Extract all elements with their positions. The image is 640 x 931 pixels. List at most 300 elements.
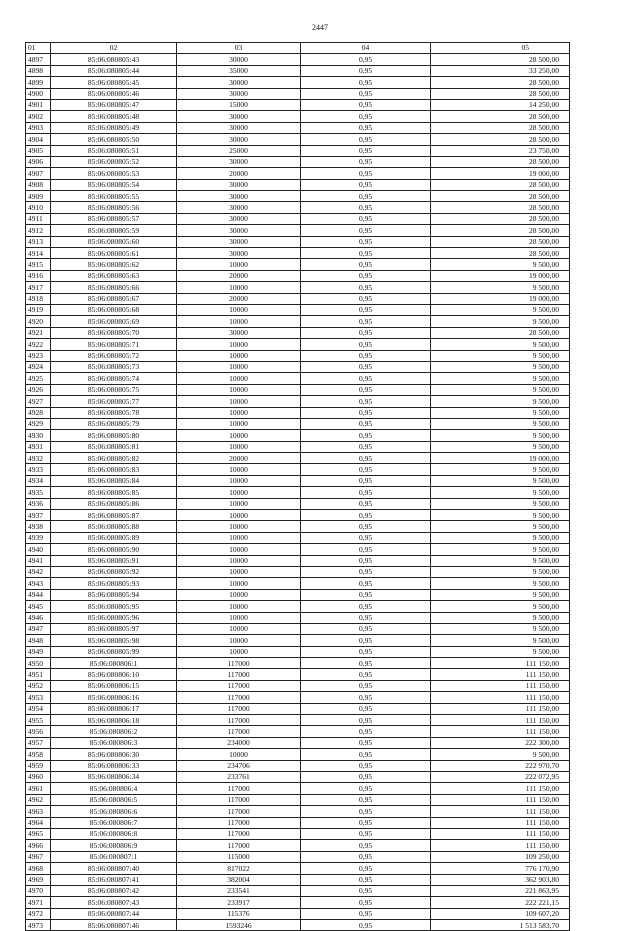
table-cell: 28 500,00 [431,248,570,259]
table-cell: 4952 [26,680,51,691]
table-cell: 19 000,00 [431,168,570,179]
table-cell: 0,95 [301,885,431,896]
table-row [26,601,570,612]
table-row [26,680,570,691]
table-cell: 85:06:080805:59 [51,225,177,236]
table-cell: 30000 [177,236,301,247]
table-cell: 85:06:080805:70 [51,327,177,338]
table-cell: 4968 [26,863,51,874]
table-cell: 10000 [177,623,301,634]
table-cell: 9 500,00 [431,475,570,486]
table-cell: 85:06:080805:62 [51,259,177,270]
column-header: 03 [177,43,301,54]
table-cell: 4949 [26,646,51,657]
table-cell: 85:06:080805:85 [51,487,177,498]
table-row [26,510,570,521]
table-cell: 10000 [177,487,301,498]
table-cell: 4967 [26,851,51,862]
table-row [26,498,570,509]
table-cell: 0,95 [301,464,431,475]
table-row [26,248,570,259]
table-cell: 9 500,00 [431,373,570,384]
table-cell: 4915 [26,259,51,270]
table-row [26,897,570,908]
table-cell: 4900 [26,88,51,99]
table-cell: 85:06:080805:83 [51,464,177,475]
table-cell: 117000 [177,669,301,680]
table-cell: 9 500,00 [431,384,570,395]
table-cell: 0,95 [301,134,431,145]
table-row [26,156,570,167]
table-cell: 85:06:080805:79 [51,418,177,429]
table-cell: 85:06:080805:68 [51,304,177,315]
table-cell: 0,95 [301,122,431,133]
table-cell: 1 513 583,70 [431,920,570,931]
table-cell: 4907 [26,168,51,179]
table-cell: 0,95 [301,316,431,327]
table-cell: 85:06:080805:43 [51,54,177,65]
table-row [26,646,570,657]
table-cell: 4957 [26,737,51,748]
table-cell: 4913 [26,236,51,247]
table-cell: 4902 [26,111,51,122]
table-cell: 85:06:080806:33 [51,760,177,771]
table-row [26,772,570,783]
table-cell: 85:06:080805:80 [51,430,177,441]
table-cell: 28 500,00 [431,225,570,236]
table-cell: 10000 [177,282,301,293]
table-cell: 0,95 [301,692,431,703]
table-row [26,874,570,885]
table-row [26,122,570,133]
table-cell: 4909 [26,191,51,202]
table-cell: 0,95 [301,293,431,304]
table-cell: 10000 [177,612,301,623]
table-cell: 4961 [26,783,51,794]
table-cell: 85:06:080806:34 [51,772,177,783]
table-cell: 117000 [177,794,301,805]
table-cell: 4958 [26,749,51,760]
table-row [26,737,570,748]
table-cell: 85:06:080807:40 [51,863,177,874]
table-cell: 0,95 [301,361,431,372]
table-cell: 10000 [177,601,301,612]
table-cell: 234706 [177,760,301,771]
table-cell: 85:06:080807:44 [51,908,177,919]
table-cell: 9 500,00 [431,510,570,521]
table-cell: 10000 [177,475,301,486]
table-cell: 0,95 [301,544,431,555]
table-cell: 9 500,00 [431,441,570,452]
table-row [26,418,570,429]
table-cell: 4904 [26,134,51,145]
table-cell: 0,95 [301,396,431,407]
table-cell: 0,95 [301,407,431,418]
table-cell: 28 500,00 [431,111,570,122]
table-cell: 85:06:080805:78 [51,407,177,418]
table-cell: 28 500,00 [431,191,570,202]
table-cell: 10000 [177,441,301,452]
table-cell: 4973 [26,920,51,931]
table-cell: 4932 [26,453,51,464]
table-cell: 28 500,00 [431,213,570,224]
table-cell: 28 500,00 [431,54,570,65]
table-cell: 85:06:080805:72 [51,350,177,361]
table-cell: 111 150,00 [431,817,570,828]
table-cell: 4933 [26,464,51,475]
table-cell: 4906 [26,156,51,167]
table-cell: 85:06:080805:77 [51,396,177,407]
table-cell: 19 000,00 [431,453,570,464]
table-cell: 4959 [26,760,51,771]
table-cell: 28 500,00 [431,88,570,99]
table-row [26,191,570,202]
table-cell: 85:06:080805:99 [51,646,177,657]
table-cell: 30000 [177,77,301,88]
table-cell: 30000 [177,134,301,145]
table-cell: 4917 [26,282,51,293]
table-cell: 85:06:080805:60 [51,236,177,247]
table-cell: 9 500,00 [431,259,570,270]
table-cell: 0,95 [301,874,431,885]
table-cell: 85:06:080806:6 [51,806,177,817]
table-cell: 776 170,90 [431,863,570,874]
table-row [26,726,570,737]
table-cell: 85:06:080807:46 [51,920,177,931]
table-cell: 28 500,00 [431,202,570,213]
table-cell: 85:06:080805:50 [51,134,177,145]
table-cell: 0,95 [301,430,431,441]
table-cell: 0,95 [301,589,431,600]
table-cell: 85:06:080805:98 [51,635,177,646]
table-row [26,384,570,395]
table-cell: 85:06:080805:52 [51,156,177,167]
table-cell: 20000 [177,293,301,304]
table-cell: 222 221,15 [431,897,570,908]
table-cell: 0,95 [301,373,431,384]
table-cell: 4928 [26,407,51,418]
table-row [26,225,570,236]
table-cell: 0,95 [301,384,431,395]
table-cell: 0,95 [301,806,431,817]
table-cell: 0,95 [301,669,431,680]
table-cell: 0,95 [301,737,431,748]
table-cell: 117000 [177,703,301,714]
table-cell: 85:06:080805:90 [51,544,177,555]
table-cell: 4920 [26,316,51,327]
table-cell: 85:06:080805:84 [51,475,177,486]
page-number: 2447 [312,23,328,32]
table-cell: 30000 [177,327,301,338]
table-row [26,339,570,350]
table-cell: 117000 [177,726,301,737]
table-cell: 4901 [26,99,51,110]
table-cell: 4946 [26,612,51,623]
table-cell: 111 150,00 [431,840,570,851]
table-cell: 4954 [26,703,51,714]
table-row [26,749,570,760]
table-cell: 0,95 [301,487,431,498]
table-cell: 4953 [26,692,51,703]
table-cell: 4898 [26,65,51,76]
table-cell: 10000 [177,350,301,361]
table-row [26,885,570,896]
table-cell: 30000 [177,88,301,99]
table-cell: 4935 [26,487,51,498]
table-cell: 85:06:080805:81 [51,441,177,452]
table-cell: 4921 [26,327,51,338]
table-row [26,293,570,304]
table-cell: 10000 [177,749,301,760]
table-cell: 9 500,00 [431,487,570,498]
table-cell: 4910 [26,202,51,213]
table-cell: 4948 [26,635,51,646]
column-header: 02 [51,43,177,54]
table-cell: 10000 [177,646,301,657]
table-cell: 30000 [177,156,301,167]
table-cell: 4945 [26,601,51,612]
table-cell: 4941 [26,555,51,566]
table-cell: 0,95 [301,715,431,726]
table-cell: 85:06:080806:17 [51,703,177,714]
table-cell: 85:06:080805:66 [51,282,177,293]
table-cell: 10000 [177,259,301,270]
table-cell: 20000 [177,270,301,281]
table-cell: 85:06:080807:43 [51,897,177,908]
table-cell: 0,95 [301,111,431,122]
table-cell: 85:06:080805:44 [51,65,177,76]
table-cell: 85:06:080806:5 [51,794,177,805]
table-cell: 4971 [26,897,51,908]
table-cell: 85:06:080805:48 [51,111,177,122]
table-cell: 111 150,00 [431,794,570,805]
table-cell: 0,95 [301,601,431,612]
table-cell: 4955 [26,715,51,726]
table-cell: 4922 [26,339,51,350]
table-row [26,920,570,931]
table-cell: 9 500,00 [431,498,570,509]
table-cell: 0,95 [301,566,431,577]
table-cell: 0,95 [301,270,431,281]
table-cell: 85:06:080805:88 [51,521,177,532]
table-row [26,430,570,441]
table-cell: 222 300,00 [431,737,570,748]
table-cell: 30000 [177,213,301,224]
table-cell: 10000 [177,464,301,475]
table-cell: 9 500,00 [431,282,570,293]
table-cell: 4899 [26,77,51,88]
table-cell: 85:06:080806:30 [51,749,177,760]
table-cell: 85:06:080805:47 [51,99,177,110]
table-cell: 33 250,00 [431,65,570,76]
table-cell: 85:06:080806:9 [51,840,177,851]
table-cell: 10000 [177,361,301,372]
table-cell: 111 150,00 [431,703,570,714]
table-cell: 85:06:080805:61 [51,248,177,259]
table-row [26,373,570,384]
table-cell: 233541 [177,885,301,896]
table-cell: 85:06:080805:97 [51,623,177,634]
table-cell: 85:06:080805:49 [51,122,177,133]
table-row [26,168,570,179]
table-row [26,202,570,213]
table-row [26,316,570,327]
table-cell: 85:06:080805:54 [51,179,177,190]
table-cell: 85:06:080805:89 [51,532,177,543]
table-cell: 10000 [177,532,301,543]
table-row [26,327,570,338]
table-cell: 117000 [177,828,301,839]
table-cell: 0,95 [301,65,431,76]
table-cell: 111 150,00 [431,783,570,794]
table-row [26,259,570,270]
table-cell: 10000 [177,396,301,407]
table-cell: 111 150,00 [431,658,570,669]
table-cell: 19 000,00 [431,293,570,304]
table-cell: 111 150,00 [431,828,570,839]
table-row [26,65,570,76]
table-cell: 10000 [177,384,301,395]
table-cell: 85:06:080805:87 [51,510,177,521]
table-row [26,703,570,714]
table-cell: 10000 [177,578,301,589]
table-cell: 85:06:080807:41 [51,874,177,885]
table-cell: 4965 [26,828,51,839]
table-cell: 0,95 [301,772,431,783]
table-cell: 0,95 [301,156,431,167]
table-cell: 4939 [26,532,51,543]
table-cell: 111 150,00 [431,726,570,737]
table-cell: 85:06:080806:7 [51,817,177,828]
table-row [26,361,570,372]
table-cell: 0,95 [301,99,431,110]
table-row [26,669,570,680]
table-cell: 117000 [177,783,301,794]
table-cell: 0,95 [301,441,431,452]
table-cell: 30000 [177,179,301,190]
table-cell: 0,95 [301,817,431,828]
table-cell: 0,95 [301,532,431,543]
table-cell: 111 150,00 [431,715,570,726]
table-cell: 0,95 [301,555,431,566]
table-cell: 4930 [26,430,51,441]
table-cell: 85:06:080805:63 [51,270,177,281]
table-cell: 9 500,00 [431,635,570,646]
table-cell: 382004 [177,874,301,885]
table-cell: 0,95 [301,339,431,350]
table-cell: 85:06:080805:91 [51,555,177,566]
table-cell: 0,95 [301,510,431,521]
table-row [26,783,570,794]
table-row [26,77,570,88]
table-cell: 0,95 [301,88,431,99]
table-cell: 233761 [177,772,301,783]
table-row [26,145,570,156]
table-cell: 85:06:080805:95 [51,601,177,612]
column-header: 05 [431,43,570,54]
table-cell: 15000 [177,99,301,110]
table-cell: 9 500,00 [431,304,570,315]
table-cell: 25000 [177,145,301,156]
table-cell: 4956 [26,726,51,737]
table-cell: 85:06:080805:53 [51,168,177,179]
table-cell: 0,95 [301,760,431,771]
table-cell: 4970 [26,885,51,896]
table-cell: 9 500,00 [431,339,570,350]
table-cell: 221 863,95 [431,885,570,896]
table-cell: 28 500,00 [431,122,570,133]
table-cell: 4950 [26,658,51,669]
table-cell: 0,95 [301,259,431,270]
table-cell: 0,95 [301,658,431,669]
table-cell: 30000 [177,202,301,213]
table-cell: 10000 [177,510,301,521]
table-cell: 30000 [177,111,301,122]
table-cell: 85:06:080805:96 [51,612,177,623]
table-cell: 0,95 [301,749,431,760]
table-cell: 20000 [177,453,301,464]
table-row [26,715,570,726]
table-row [26,635,570,646]
table-cell: 23 750,00 [431,145,570,156]
table-cell: 28 500,00 [431,179,570,190]
table-cell: 9 500,00 [431,749,570,760]
table-row [26,213,570,224]
table-cell: 0,95 [301,635,431,646]
table-cell: 30000 [177,191,301,202]
table-row [26,407,570,418]
table-cell: 111 150,00 [431,669,570,680]
table-cell: 0,95 [301,908,431,919]
table-row [26,760,570,771]
table-cell: 0,95 [301,623,431,634]
table-cell: 85:06:080805:67 [51,293,177,304]
table-row [26,304,570,315]
table-cell: 9 500,00 [431,350,570,361]
table-row [26,532,570,543]
table-cell: 4918 [26,293,51,304]
table-cell: 0,95 [301,840,431,851]
table-cell: 10000 [177,635,301,646]
table-cell: 362 903,80 [431,874,570,885]
table-row [26,521,570,532]
table-cell: 9 500,00 [431,396,570,407]
table-cell: 0,95 [301,202,431,213]
table-row [26,179,570,190]
table-cell: 4962 [26,794,51,805]
table-cell: 10000 [177,339,301,350]
table-cell: 9 500,00 [431,464,570,475]
table-row [26,282,570,293]
table-cell: 4903 [26,122,51,133]
table-cell: 0,95 [301,498,431,509]
table-cell: 85:06:080805:46 [51,88,177,99]
table-cell: 85:06:080806:16 [51,692,177,703]
table-row [26,487,570,498]
table-cell: 117000 [177,840,301,851]
table-cell: 4931 [26,441,51,452]
table-row [26,236,570,247]
table-row [26,396,570,407]
table-cell: 28 500,00 [431,236,570,247]
table-cell: 0,95 [301,646,431,657]
table-cell: 4908 [26,179,51,190]
table-cell: 117000 [177,692,301,703]
table-cell: 4937 [26,510,51,521]
table-row [26,453,570,464]
table-cell: 0,95 [301,578,431,589]
table-cell: 85:06:080805:51 [51,145,177,156]
